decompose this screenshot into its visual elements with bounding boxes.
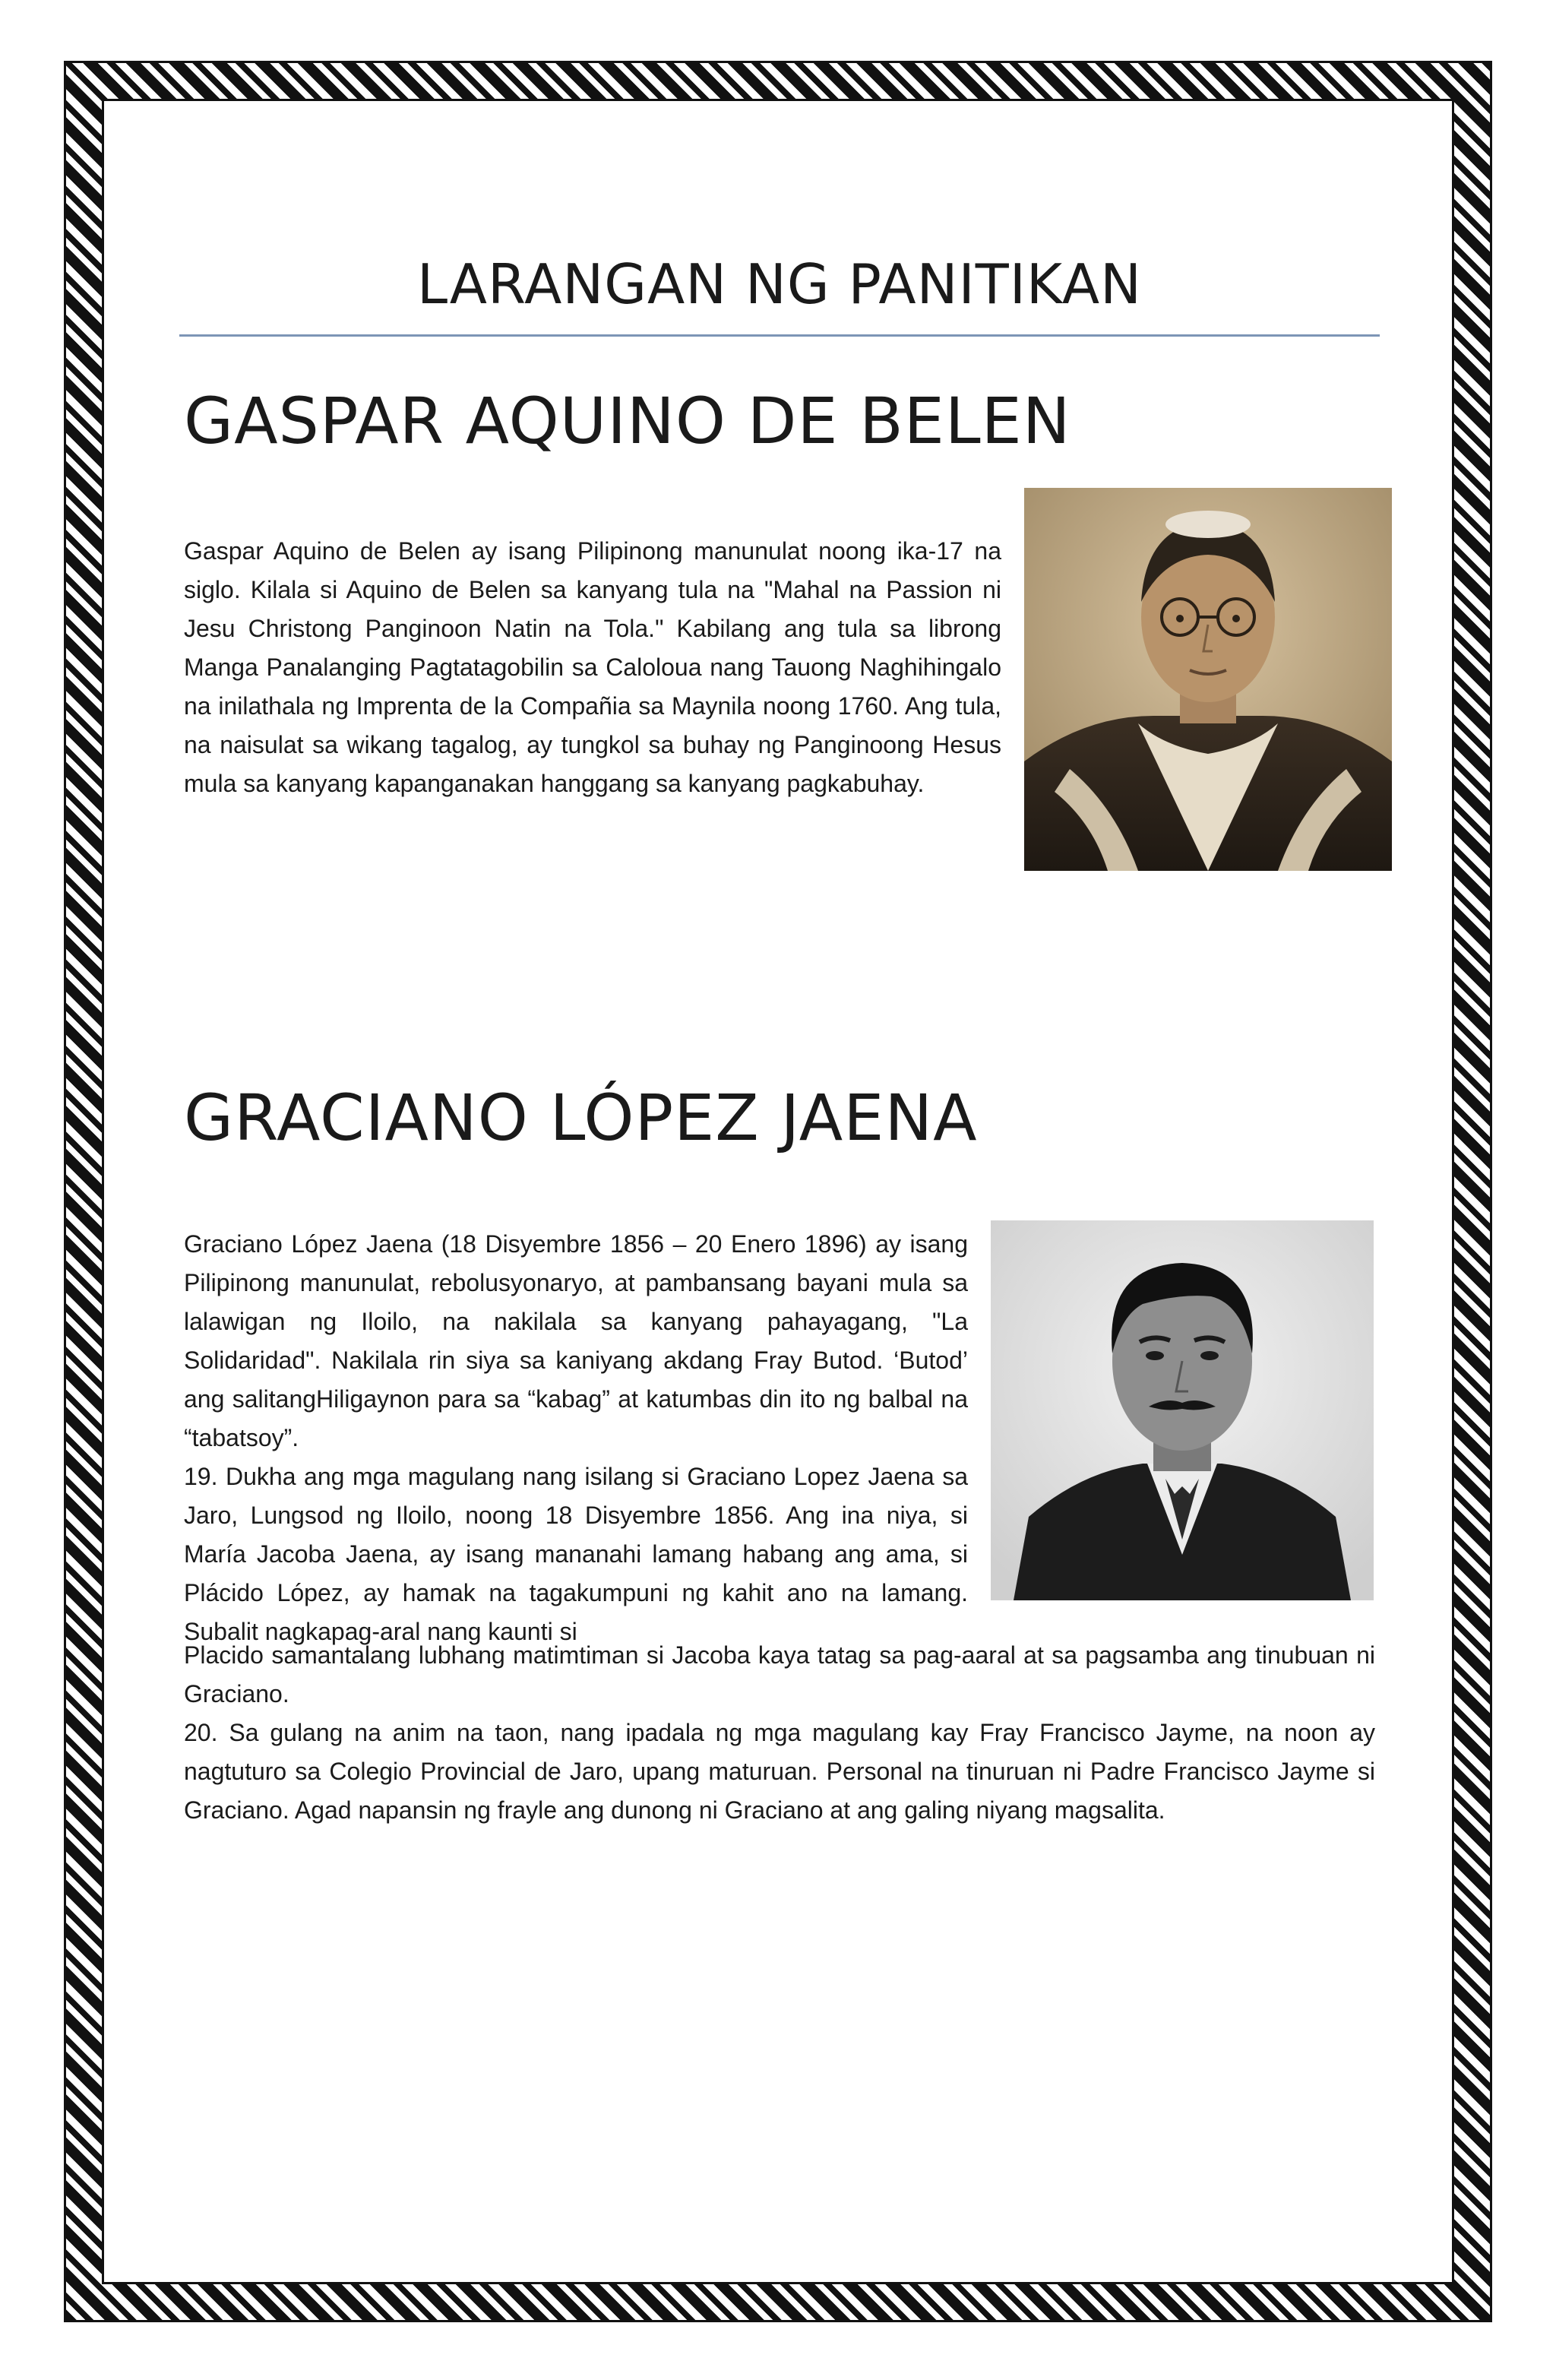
graciano-paragraph-2-wide-text: Placido samantalang lubhang matimtiman si Jacoba kaya tatag sa pag-aaral at sa pagsamba ang tinubuan ni Graciano.	[184, 1641, 1375, 1707]
graciano-paragraph-2-narrow	[184, 1457, 968, 1651]
graciano-paragraph-2-narrow-text: 19. Dukha ang mga magulang nang isilang si Graciano Lopez Jaena sa Jaro, Lungsod ng Iloilo, noong 18 Disyembre 1856. Ang ina niya, si María Jacoba Jaena, ay isang mananahi lamang habang ang ama, si Plácido López, ay hamak na tagakumpuni ng kahit ano na lamang. Subalit nagkapag-aral nang kaunti si	[184, 1463, 968, 1645]
page-title: LARANGAN NG PANITIKAN	[416, 252, 1142, 316]
graciano-paragraph-1-text: Graciano López Jaena (18 Disyembre 1856 – 20 Enero 1896) ay isang Pilipinong manunulat, rebolusyonaryo, at pambansang bayani mula sa lalawigan ng Iloilo, na nakilala sa kanyang pahayagang, "La Solidaridad". Nakilala rin siya sa kaniyang akdang Fray Butod. ‘Butod’ ang salitangHiligaynon para sa “kabag” at katumbas din ito ng balbal na “tabatsoy”.	[184, 1230, 968, 1451]
title-divider	[179, 334, 1380, 337]
graciano-paragraph-2-wide	[184, 1636, 1375, 1714]
graciano-paragraph-1	[184, 1225, 968, 1457]
graciano-paragraph-3	[184, 1714, 1375, 1830]
graciano-paragraph-3-text: 20. Sa gulang na anim na taon, nang ipadala ng mga magulang kay Fray Francisco Jayme, na noon ay nagtuturo sa Colegio Provincial de Jaro, upang maturuan. Personal na tinuruan ni Padre Francisco Jayme si Graciano. Agad napansin ng frayle ang dunong ni Graciano at ang galing niyang magsalita.	[184, 1719, 1375, 1824]
section-title-graciano: GRACIANO LÓPEZ JAENA	[184, 1081, 978, 1155]
portrait-gaspar-aquino-de-belen	[1024, 488, 1392, 871]
portrait-graciano-lopez-jaena	[991, 1220, 1374, 1600]
section-title-gaspar: GASPAR AQUINO DE BELEN	[184, 384, 1071, 458]
gaspar-paragraph	[184, 532, 1001, 803]
gaspar-paragraph-text: Gaspar Aquino de Belen ay isang Pilipinong manunulat noong ika-17 na siglo. Kilala si Aquino de Belen sa kanyang tula na "Mahal na Passion ni Jesu Christong Panginoon Natin na Tola." Kabilang ang tula sa librong Manga Panalanging Pagtatagobilin sa Caloloua nang Tauong Naghihingalo na inilathala ng Imprenta de la Compañia sa Maynila noong 1760. Ang tula, na naisulat sa wikang tagalog, ay tungkol sa buhay ng Panginoong Hesus mula sa kanyang kapanganakan hanggang sa kanyang pagkabuhay.	[184, 537, 1001, 797]
